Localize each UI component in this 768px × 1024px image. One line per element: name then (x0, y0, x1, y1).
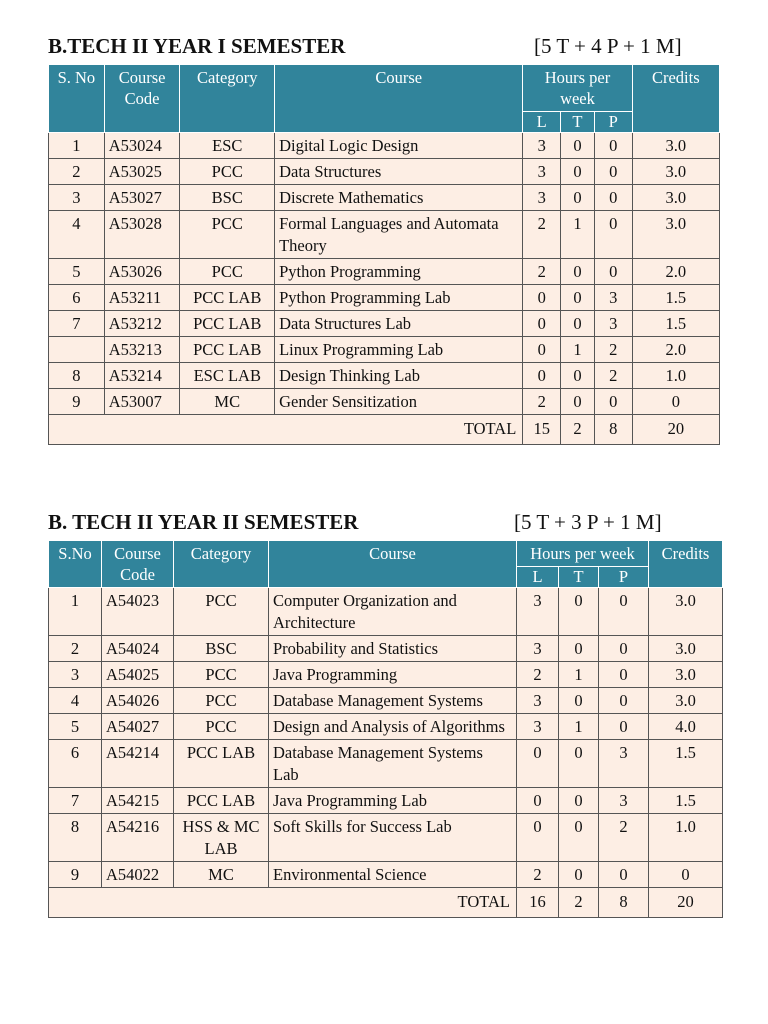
cell-sno: 4 (49, 688, 102, 714)
cell-course-code: A54024 (102, 636, 174, 662)
cell-hours-p: 2 (594, 337, 632, 363)
cell-credits: 3.0 (649, 588, 723, 636)
cell-course-name: Soft Skills for Success Lab (269, 814, 517, 862)
cell-credits: 3.0 (649, 662, 723, 688)
cell-hours-l: 3 (523, 159, 561, 185)
cell-course-code: A54215 (102, 788, 174, 814)
cell-sno: 9 (49, 862, 102, 888)
table-row (49, 740, 723, 788)
cell-course-code: A53212 (104, 311, 180, 337)
semester-2-section (48, 510, 723, 918)
header-course-code: Course Code (104, 65, 180, 133)
table-row (49, 285, 720, 311)
table-row (49, 133, 720, 159)
cell-course-code: A54026 (102, 688, 174, 714)
cell-hours-l: 3 (517, 588, 559, 636)
cell-credits: 0 (632, 389, 719, 415)
header-sno: S. No (49, 65, 105, 133)
cell-hours-l: 0 (523, 337, 561, 363)
header-credits: Credits (649, 541, 723, 588)
cell-credits: 1.5 (649, 740, 723, 788)
cell-category: PCC (174, 662, 269, 688)
cell-hours-p: 0 (599, 636, 649, 662)
cell-hours-t: 0 (561, 259, 595, 285)
cell-course-code: A53028 (104, 211, 180, 259)
semester-1-table (48, 64, 720, 445)
table-row (49, 389, 720, 415)
cell-hours-l: 2 (523, 211, 561, 259)
cell-hours-t: 1 (559, 714, 599, 740)
cell-hours-p: 0 (594, 133, 632, 159)
cell-course-name: Digital Logic Design (275, 133, 523, 159)
header-category: Category (174, 541, 269, 588)
cell-category: HSS & MC LAB (174, 814, 269, 862)
cell-course-code: A53026 (104, 259, 180, 285)
header-p: P (599, 567, 649, 588)
cell-hours-t: 0 (559, 688, 599, 714)
cell-sno: 3 (49, 662, 102, 688)
cell-category: MC (174, 862, 269, 888)
cell-course-code: A53214 (104, 363, 180, 389)
semester-1-table-body (49, 133, 720, 445)
cell-hours-p: 0 (599, 688, 649, 714)
semester-2-heading (48, 510, 722, 540)
cell-course-code: A54023 (102, 588, 174, 636)
cell-credits: 3.0 (632, 133, 719, 159)
cell-hours-l: 3 (523, 133, 561, 159)
cell-category: PCC (174, 588, 269, 636)
cell-category: MC (180, 389, 275, 415)
cell-hours-t: 0 (561, 311, 595, 337)
cell-credits: 2.0 (632, 259, 719, 285)
cell-hours-l: 2 (517, 862, 559, 888)
cell-hours-p: 0 (594, 211, 632, 259)
cell-credits: 1.0 (649, 814, 723, 862)
cell-hours-t: 0 (559, 788, 599, 814)
cell-category: PCC LAB (174, 740, 269, 788)
cell-course-name: Java Programming (269, 662, 517, 688)
cell-credits: 3.0 (649, 636, 723, 662)
cell-course-code: A54214 (102, 740, 174, 788)
cell-course-name: Design Thinking Lab (275, 363, 523, 389)
header-t: T (559, 567, 599, 588)
header-credits: Credits (632, 65, 719, 133)
cell-course-name: Java Programming Lab (269, 788, 517, 814)
table-row (49, 862, 723, 888)
total-hours-t: 2 (559, 888, 599, 918)
cell-credits: 0 (649, 862, 723, 888)
semester-2-table-body (49, 588, 723, 918)
cell-sno: 6 (49, 285, 105, 311)
cell-sno: 8 (49, 363, 105, 389)
cell-course-name: Probability and Statistics (269, 636, 517, 662)
cell-hours-l: 0 (523, 363, 561, 389)
cell-course-name: Computer Organization and Architecture (269, 588, 517, 636)
cell-hours-t: 0 (559, 636, 599, 662)
cell-hours-t: 0 (561, 159, 595, 185)
cell-hours-t: 0 (559, 862, 599, 888)
table-row (49, 211, 720, 259)
cell-hours-p: 0 (594, 185, 632, 211)
cell-hours-l: 0 (523, 311, 561, 337)
cell-course-code: A53024 (104, 133, 180, 159)
cell-sno: 5 (49, 714, 102, 740)
cell-category: PCC (174, 714, 269, 740)
cell-sno: 8 (49, 814, 102, 862)
cell-course-name: Data Structures (275, 159, 523, 185)
header-course: Course (269, 541, 517, 588)
cell-sno: 6 (49, 740, 102, 788)
cell-hours-l: 0 (517, 814, 559, 862)
cell-hours-p: 0 (599, 714, 649, 740)
cell-course-name: Python Programming (275, 259, 523, 285)
total-hours-p: 8 (594, 415, 632, 445)
cell-hours-l: 2 (523, 389, 561, 415)
cell-credits: 1.5 (632, 311, 719, 337)
cell-hours-l: 2 (517, 662, 559, 688)
cell-credits: 1.5 (632, 285, 719, 311)
header-l: L (523, 112, 561, 133)
semester-1-summary: [5 T + 4 P + 1 M] (534, 34, 682, 58)
cell-sno: 5 (49, 259, 105, 285)
cell-hours-p: 0 (599, 662, 649, 688)
cell-course-code: A53025 (104, 159, 180, 185)
cell-hours-p: 2 (594, 363, 632, 389)
cell-hours-l: 3 (517, 688, 559, 714)
table-row (49, 363, 720, 389)
cell-sno: 7 (49, 311, 105, 337)
total-row (49, 415, 720, 445)
cell-credits: 1.0 (632, 363, 719, 389)
table-row (49, 588, 723, 636)
table-row (49, 636, 723, 662)
total-hours-l: 15 (523, 415, 561, 445)
header-course-code: Course Code (102, 541, 174, 588)
cell-hours-l: 0 (523, 285, 561, 311)
cell-credits: 3.0 (632, 185, 719, 211)
cell-hours-t: 0 (561, 185, 595, 211)
cell-hours-l: 0 (517, 788, 559, 814)
total-row (49, 888, 723, 918)
cell-hours-p: 0 (599, 588, 649, 636)
cell-hours-l: 3 (517, 636, 559, 662)
cell-sno: 7 (49, 788, 102, 814)
header-category: Category (180, 65, 275, 133)
cell-hours-t: 1 (561, 211, 595, 259)
header-hours-per-week: Hours per week (523, 65, 632, 112)
table-row (49, 688, 723, 714)
header-course: Course (275, 65, 523, 133)
total-label: TOTAL (49, 888, 517, 918)
cell-sno: 4 (49, 211, 105, 259)
cell-course-name: Data Structures Lab (275, 311, 523, 337)
cell-category: PCC (180, 259, 275, 285)
table-row (49, 311, 720, 337)
cell-category: PCC (180, 211, 275, 259)
header-sno: S.No (49, 541, 102, 588)
cell-category: ESC (180, 133, 275, 159)
total-credits: 20 (649, 888, 723, 918)
table-row (49, 814, 723, 862)
cell-course-name: Database Management Systems (269, 688, 517, 714)
cell-hours-p: 3 (594, 285, 632, 311)
cell-hours-p: 0 (599, 862, 649, 888)
table-row (49, 185, 720, 211)
table-row (49, 788, 723, 814)
cell-hours-p: 2 (599, 814, 649, 862)
cell-hours-t: 0 (561, 389, 595, 415)
header-t: T (561, 112, 595, 133)
cell-credits: 4.0 (649, 714, 723, 740)
cell-credits: 3.0 (632, 159, 719, 185)
cell-category: PCC LAB (174, 788, 269, 814)
cell-course-name: Linux Programming Lab (275, 337, 523, 363)
cell-hours-p: 3 (594, 311, 632, 337)
semester-1-section (48, 34, 720, 445)
table-row (49, 259, 720, 285)
cell-course-code: A53007 (104, 389, 180, 415)
cell-hours-t: 0 (559, 814, 599, 862)
cell-category: PCC LAB (180, 337, 275, 363)
cell-sno: 3 (49, 185, 105, 211)
cell-credits: 3.0 (649, 688, 723, 714)
cell-category: PCC (180, 159, 275, 185)
cell-hours-l: 3 (523, 185, 561, 211)
cell-course-code: A54027 (102, 714, 174, 740)
cell-sno: 1 (49, 588, 102, 636)
cell-hours-l: 3 (517, 714, 559, 740)
cell-course-name: Gender Sensitization (275, 389, 523, 415)
cell-course-code: A54025 (102, 662, 174, 688)
total-hours-t: 2 (561, 415, 595, 445)
total-hours-l: 16 (517, 888, 559, 918)
cell-hours-t: 1 (559, 662, 599, 688)
semester-1-heading (48, 34, 720, 64)
cell-course-name: Design and Analysis of Algorithms (269, 714, 517, 740)
semester-2-summary: [5 T + 3 P + 1 M] (514, 510, 662, 534)
cell-course-name: Environmental Science (269, 862, 517, 888)
cell-sno: 9 (49, 389, 105, 415)
total-label: TOTAL (49, 415, 523, 445)
cell-hours-t: 0 (561, 285, 595, 311)
cell-hours-p: 0 (594, 259, 632, 285)
semester-1-title: B.TECH II YEAR I SEMESTER (48, 34, 346, 58)
cell-category: PCC LAB (180, 285, 275, 311)
cell-hours-l: 0 (517, 740, 559, 788)
cell-course-name: Formal Languages and Automata Theory (275, 211, 523, 259)
cell-credits: 3.0 (632, 211, 719, 259)
cell-hours-l: 2 (523, 259, 561, 285)
header-hours-per-week: Hours per week (517, 541, 649, 567)
cell-hours-p: 0 (594, 389, 632, 415)
semester-2-table (48, 540, 723, 918)
cell-hours-t: 1 (561, 337, 595, 363)
cell-hours-t: 0 (561, 363, 595, 389)
cell-category: PCC LAB (180, 311, 275, 337)
cell-sno: 2 (49, 159, 105, 185)
header-l: L (517, 567, 559, 588)
cell-sno: 1 (49, 133, 105, 159)
cell-credits: 1.5 (649, 788, 723, 814)
cell-sno: 2 (49, 636, 102, 662)
semester-2-title: B. TECH II YEAR II SEMESTER (48, 510, 359, 534)
cell-course-name: Database Management Systems Lab (269, 740, 517, 788)
table-row (49, 337, 720, 363)
cell-course-name: Python Programming Lab (275, 285, 523, 311)
cell-course-code: A54216 (102, 814, 174, 862)
cell-course-code: A53213 (104, 337, 180, 363)
cell-course-name: Discrete Mathematics (275, 185, 523, 211)
header-p: P (594, 112, 632, 133)
cell-hours-p: 0 (594, 159, 632, 185)
cell-sno (49, 337, 105, 363)
cell-hours-p: 3 (599, 788, 649, 814)
total-credits: 20 (632, 415, 719, 445)
cell-course-code: A53211 (104, 285, 180, 311)
cell-course-code: A54022 (102, 862, 174, 888)
cell-course-code: A53027 (104, 185, 180, 211)
cell-category: BSC (180, 185, 275, 211)
cell-hours-t: 0 (559, 740, 599, 788)
cell-hours-t: 0 (559, 588, 599, 636)
cell-hours-p: 3 (599, 740, 649, 788)
cell-category: PCC (174, 688, 269, 714)
table-row (49, 662, 723, 688)
total-hours-p: 8 (599, 888, 649, 918)
cell-hours-t: 0 (561, 133, 595, 159)
cell-credits: 2.0 (632, 337, 719, 363)
cell-category: BSC (174, 636, 269, 662)
cell-category: ESC LAB (180, 363, 275, 389)
table-row (49, 714, 723, 740)
table-row (49, 159, 720, 185)
